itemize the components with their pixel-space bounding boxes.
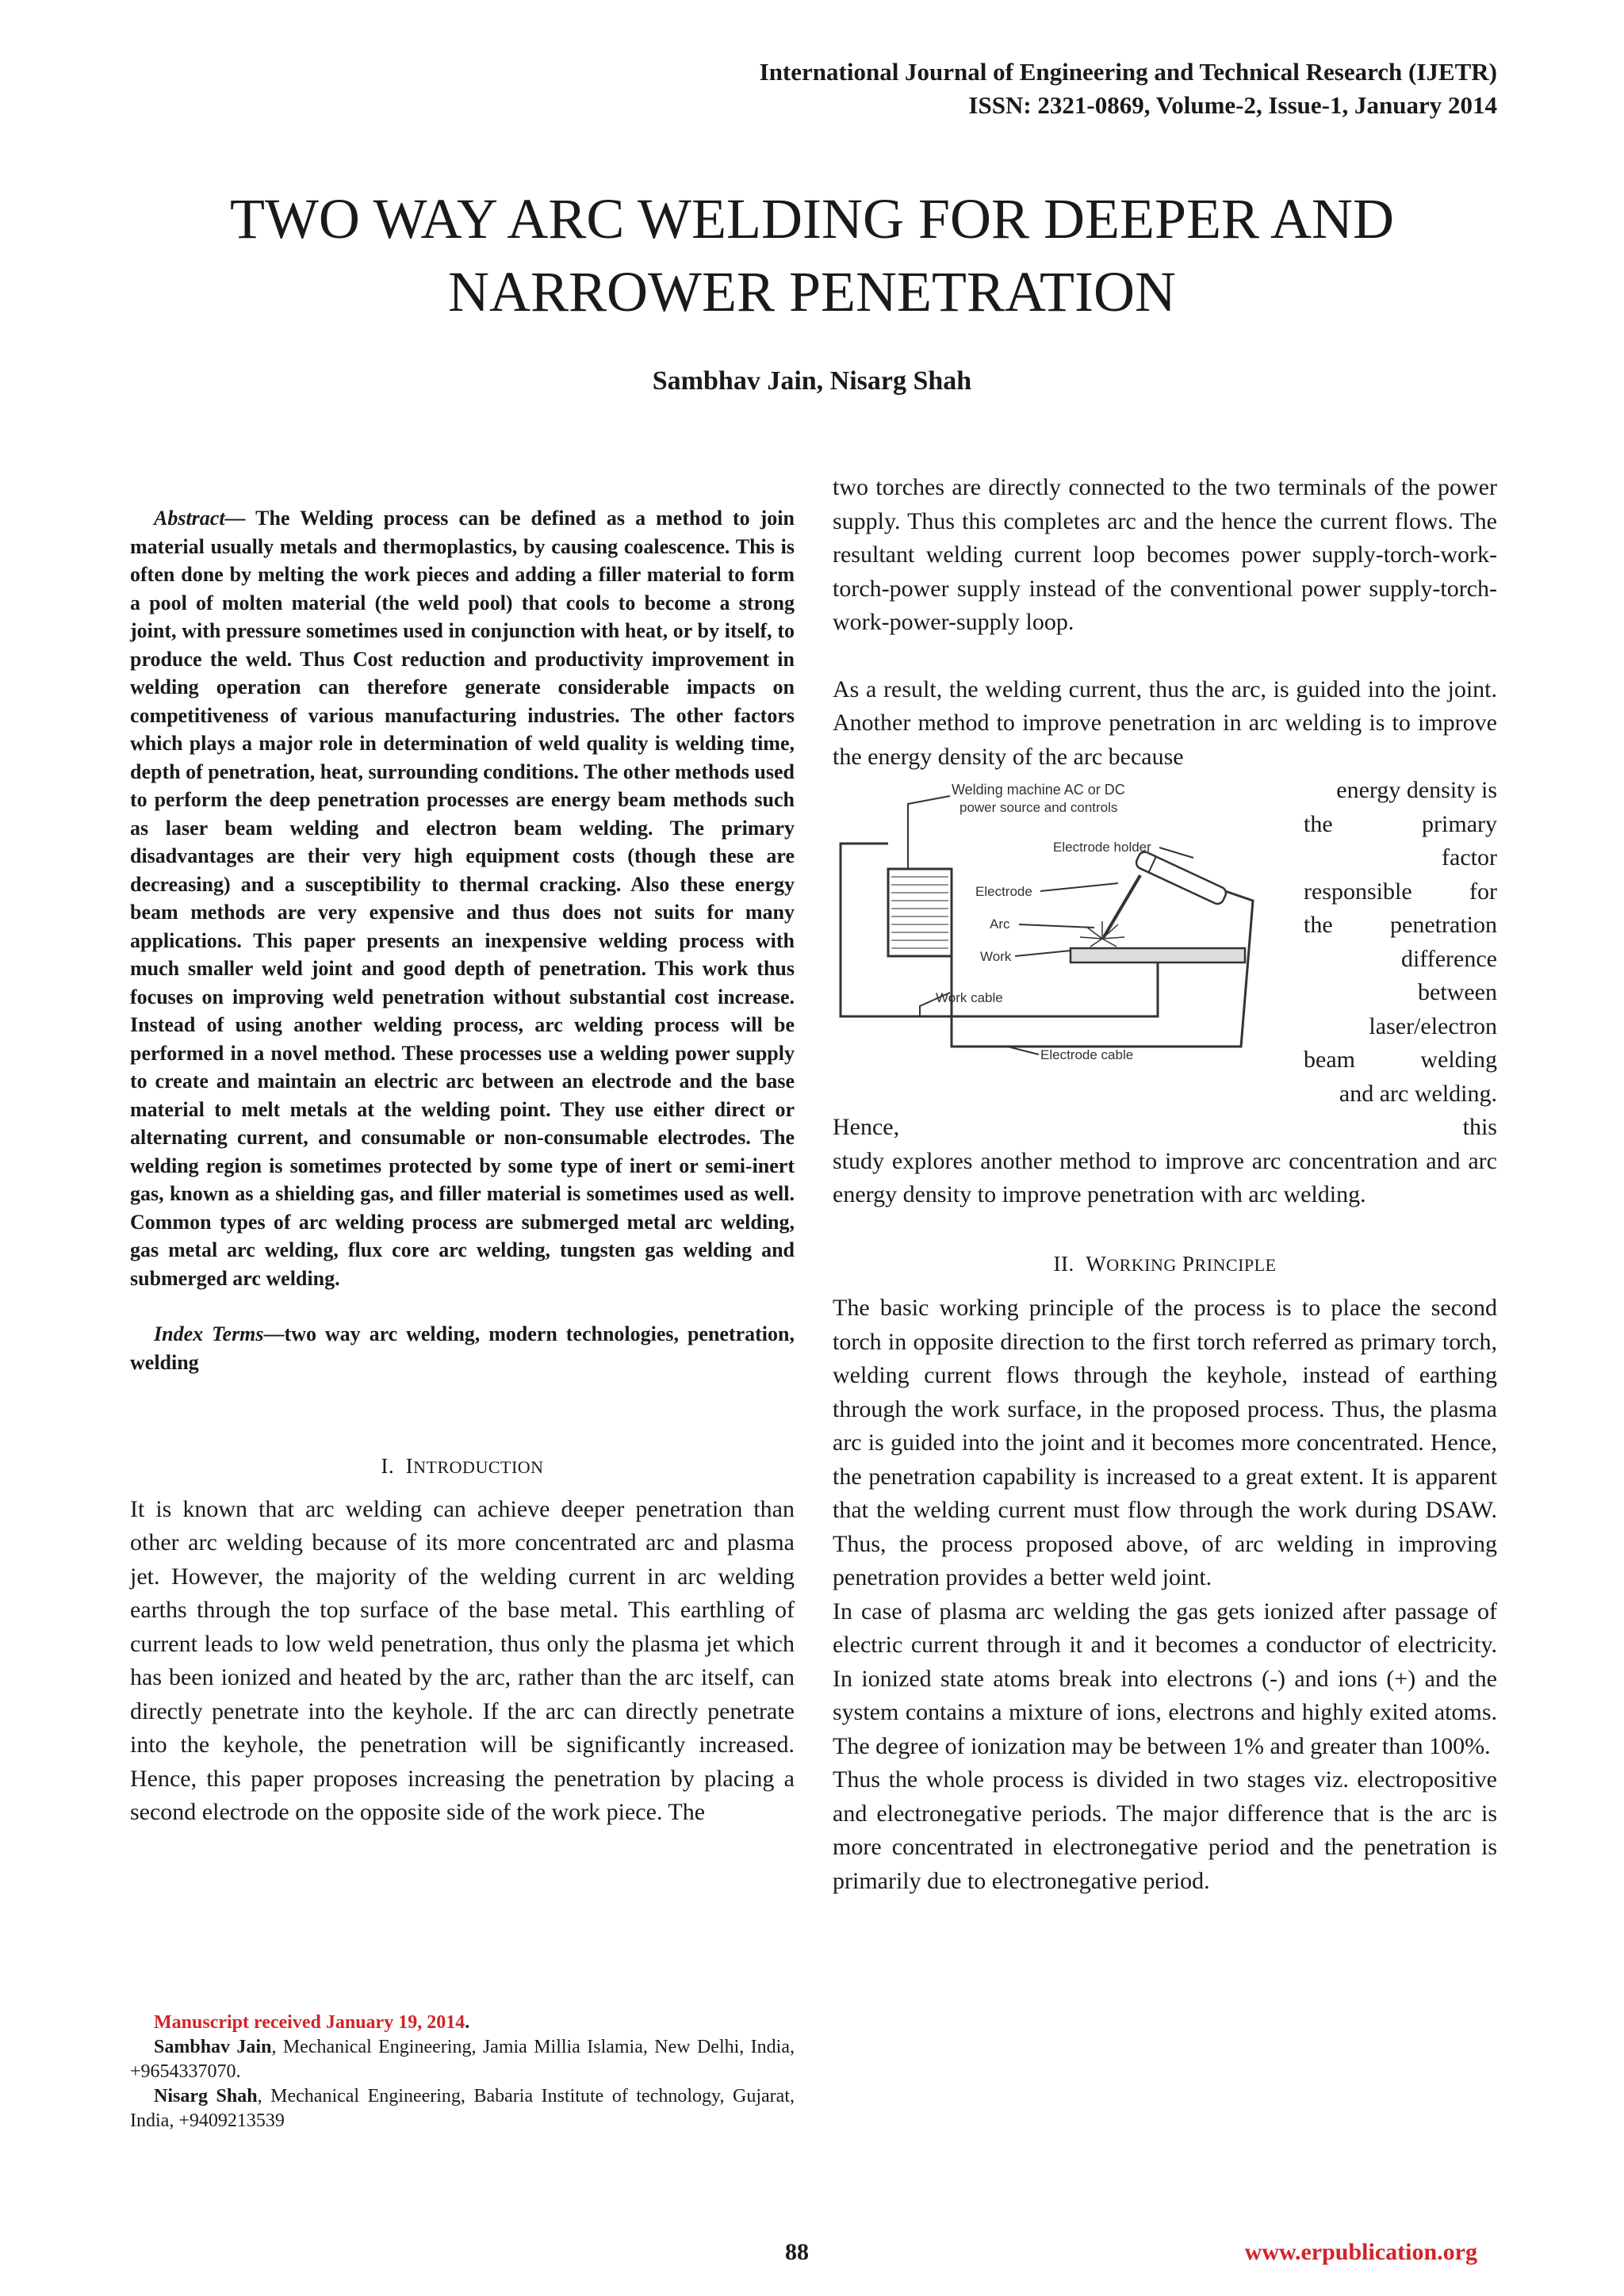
journal-issn: ISSN: 2321-0869, Volume-2, Issue-1, January 2014 [968, 91, 1497, 119]
left-column [130, 471, 795, 1830]
fig-label-machine-1: Welding machine AC or DC [952, 782, 1125, 798]
fig-label-holder: Electrode holder [1053, 840, 1151, 855]
workpiece [1071, 948, 1245, 962]
fig-label-electrode-cable: Electrode cable [1040, 1047, 1134, 1062]
right-paragraph-2: As a result, the welding current, thus the arc, is guided into the joint. Another method to improve penetration in arc welding is to improve the energy density of the arc because [833, 675, 1497, 770]
section-heading-working-principle: II. WORKING PRINCIPLE [1053, 1251, 1277, 1276]
right-column [833, 471, 1497, 1898]
fig-label-electrode: Electrode [975, 884, 1032, 899]
journal-header [760, 55, 1497, 122]
abstract [130, 504, 795, 1292]
footnote-author-2: Nisarg Shah, Mechanical Engineering, Babaria Institute of technology, Gujarat, India, +9409213539 [130, 2086, 795, 2131]
introduction-body: It is known that arc welding can achieve deeper penetration than other arc welding because of its more concentrated arc and plasma jet. However, the majority of the welding current in arc welding earths through the top surface of the base metal. This earthling of current leads to low weld penetration, thus only the plasma jet which has been ionized and heated by the arc, rather than the arc itself, can directly penetrate into the keyhole. If the arc can directly penetrate into the keyhole, the penetration will be significantly increased. Hence, this paper proposes increasing the penetration by placing a second electrode on the opposite side of the work piece. The [130, 1495, 795, 1825]
electrode-holder [1134, 850, 1228, 906]
index-terms-text: —two way arc welding, modern technologies, penetration, welding [130, 1322, 795, 1374]
power-source-box [888, 869, 952, 956]
abstract-text: The Welding process can be defined as a method to join material usually metals and thermoplastics, by causing coalescence. This is often done by melting the work pieces and adding a filler material to form a pool of molten material (the weld pool) that cools to become a strong joint, with pressure sometimes used in conjunction with heat, or by itself, to produce the weld. Thus Cost reduction and productivity improvement in welding operation can therefore generate considerable impacts on competitiveness of various manufacturing industries. The other factors which plays a major role in determination of weld quality is welding time, depth of penetration, heat, surrounding conditions. The other methods used to perform the deep penetration processes are energy beam methods such as laser beam welding and electron beam welding. The primary disadvantages are their very high equipment costs (though these are decreasing) and a susceptibility to thermal cracking. Also these energy beam methods are very expensive and thus does not suits for many applications. This paper presents an inexpensive welding process with much smaller weld joint and good depth of penetration. This work thus focuses on improving weld penetration without substantial cost increase. Instead of using another welding process, arc welding process will be performed in a novel method. These processes use a welding power supply to create and maintain an electric arc between an electrode and the base material to melt metals at the welding point. They use either direct or alternating current, and consumable or non-consumable electrodes. The welding region is sometimes protected by some type of inert or semi-inert gas, known as a shielding gas, and filler material is sometimes used as well. Common types of arc welding process are submerged metal arc welding, gas metal arc welding, flux core arc welding, tungsten gas welding and submerged arc welding. [130, 507, 795, 1290]
page-number: 88 [785, 2239, 809, 2265]
welding-circuit-figure [833, 780, 1294, 1064]
right-paragraph-2-end: study explores another method to improve arc concentration and arc energy density to improve penetration with arc welding. [833, 1147, 1497, 1207]
working-principle-paragraph-3: Thus the whole process is divided in two stages viz. electropositive and electronegative periods. The major difference that is the arc is more concentrated in electronegative period and the penetration is primarily due to electronegative period. [833, 1766, 1497, 1894]
footnote [130, 2011, 795, 2133]
footnote-author-1: Sambhav Jain, Mechanical Engineering, Jamia Millia Islamia, New Delhi, India, +9654337070. [130, 2037, 795, 2082]
fig-label-work: Work [980, 949, 1012, 964]
abstract-label: Abstract— [154, 507, 246, 530]
figure-side-text: energy density is the primary factor responsible for the penetration difference between laser/electron beam welding and arc welding. Hence, this [833, 777, 1497, 1140]
publisher-url[interactable]: www.erpublication.org [1244, 2239, 1477, 2265]
paper-title [127, 182, 1497, 328]
index-terms [130, 1320, 795, 1376]
title-line-2: NARROWER PENETRATION [448, 260, 1176, 323]
title-line-1: TWO WAY ARC WELDING FOR DEEPER AND [229, 187, 1395, 251]
working-principle-paragraph-2: In case of plasma arc welding the gas gets ionized after passage of electric current through it and it becomes a conductor of electricity. In ionized state atoms break into electrons (-) and ions (+) and the system contains a mixture of ions, electrons and highly exited atoms. The degree of ionization may be between 1% and greater than 100%. [833, 1598, 1497, 1759]
fig-label-work-cable: Work cable [936, 990, 1003, 1005]
index-terms-label: Index Terms [154, 1322, 264, 1345]
journal-name: International Journal of Engineering and Technical Research (IJETR) [759, 58, 1497, 86]
fig-label-machine-2: power source and controls [959, 800, 1118, 815]
arc-sparks [1080, 921, 1124, 947]
section-heading-introduction: I. INTRODUCTION [381, 1454, 544, 1478]
fig-label-arc: Arc [990, 916, 1010, 932]
working-principle-paragraph-1: The basic working principle of the process is to place the second torch in opposite direction to the first torch referred as primary torch, welding current flows through the keyhole, instead of earthing through the work surface, in the proposed process. Thus, the plasma arc is guided into the joint and it becomes more concentrated. Hence, the penetration capability is increased to a great extent. It is apparent that the welding current must flow through the work during DSAW. Thus, the process proposed above, of arc welding in improving penetration provides a better weld joint. [833, 1295, 1497, 1590]
authors: Sambhav Jain, Nisarg Shah [652, 366, 972, 396]
right-paragraph-1: two torches are directly connected to the two terminals of the power supply. Thus this completes arc and the hence the current flows. The resultant welding current loop becomes power supply-torch-work-torch-power supply instead of the conventional power supply-torch-work-power-supply loop. [833, 474, 1497, 635]
figure-block [833, 774, 1497, 1145]
electrode-cable-line [952, 891, 1253, 1047]
footnote-received: Manuscript received January 19, 2014. [154, 2012, 470, 2033]
